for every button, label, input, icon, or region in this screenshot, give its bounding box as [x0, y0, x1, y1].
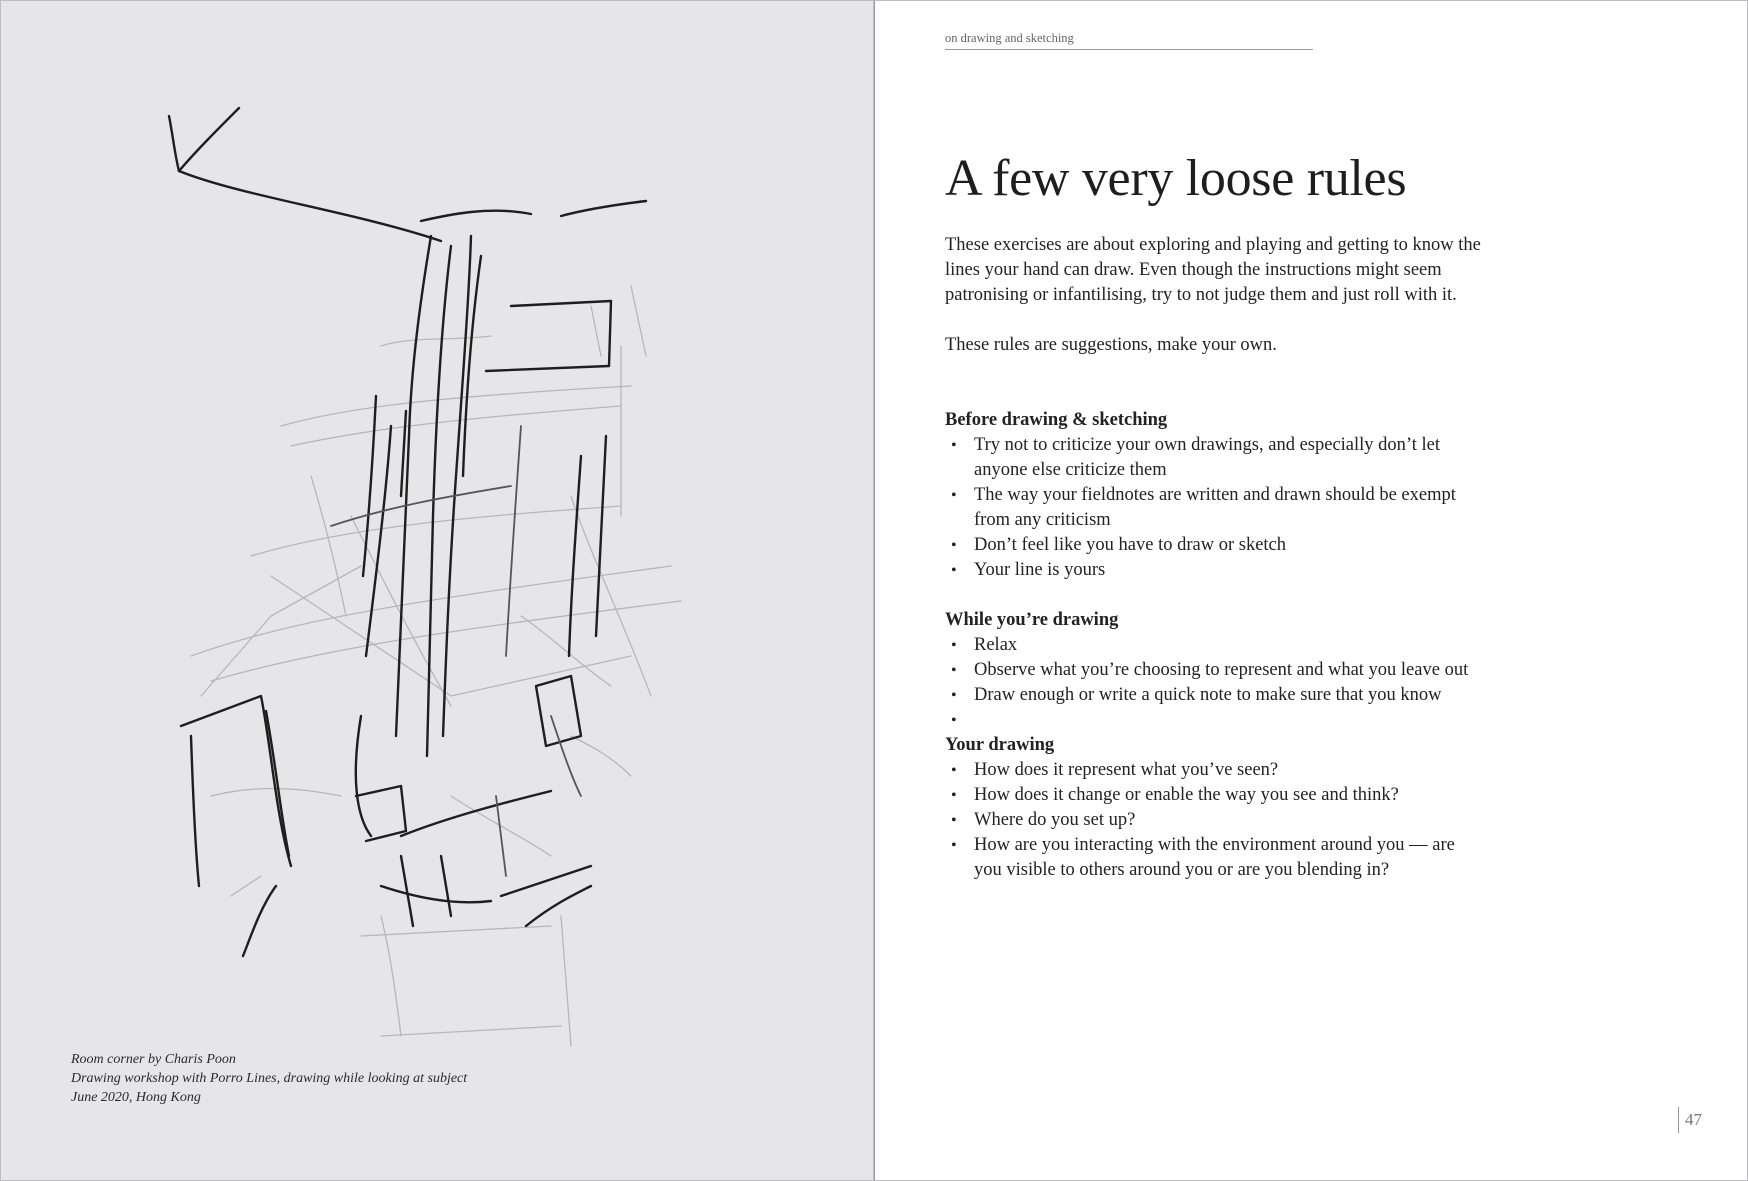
- intro-paragraph: These rules are suggestions, make your own.: [945, 335, 1277, 355]
- right-page: [874, 0, 1748, 1181]
- rules-list-while-drawing: [945, 633, 1485, 733]
- list-item-empty: [945, 708, 1485, 733]
- pencil-sketch-illustration: [151, 96, 751, 1056]
- page-number: 47: [1678, 1107, 1702, 1133]
- list-item: • Where do you set up?: [945, 808, 1485, 833]
- figure-caption: [71, 1050, 467, 1107]
- running-head: on drawing and sketching: [945, 31, 1313, 50]
- page-title: A few very loose rules: [945, 150, 1407, 207]
- list-item: • How are you interacting with the environment around you — are you visible to others around you or are you blending in?: [945, 833, 1485, 883]
- list-item: • Observe what you’re choosing to represent and what you leave out: [945, 658, 1485, 683]
- section-heading-your-drawing: Your drawing: [945, 735, 1055, 755]
- list-item: • Don’t feel like you have to draw or sketch: [945, 533, 1485, 558]
- list-item: • The way your fieldnotes are written and drawn should be exempt from any criticism: [945, 483, 1485, 533]
- page-body: [945, 233, 1485, 883]
- caption-date-place: June 2020, Hong Kong: [71, 1090, 201, 1105]
- caption-title: Room corner by Charis Poon: [71, 1052, 236, 1067]
- section-heading-while-drawing: While you’re drawing: [945, 610, 1119, 630]
- list-item: • How does it change or enable the way you see and think?: [945, 783, 1485, 808]
- list-item: • Relax: [945, 633, 1485, 658]
- list-item: • Your line is yours: [945, 558, 1485, 583]
- caption-context: Drawing workshop with Porro Lines, drawing while looking at subject: [71, 1071, 468, 1086]
- intro-paragraph: These exercises are about exploring and playing and getting to know the lines your hand can draw. Even though the instructions might seem patronising or infantilising, try to not judge them and just roll with it.: [945, 235, 1481, 305]
- list-item: • Draw enough or write a quick note to make sure that you know: [945, 683, 1485, 708]
- list-item: • How does it represent what you’ve seen?: [945, 758, 1485, 783]
- section-heading-before-drawing: Before drawing & sketching: [945, 410, 1168, 430]
- rules-list-before-drawing: [945, 433, 1485, 583]
- rules-list-your-drawing: [945, 758, 1485, 883]
- list-item: • Try not to criticize your own drawings, and especially don’t let anyone else criticize them: [945, 433, 1485, 483]
